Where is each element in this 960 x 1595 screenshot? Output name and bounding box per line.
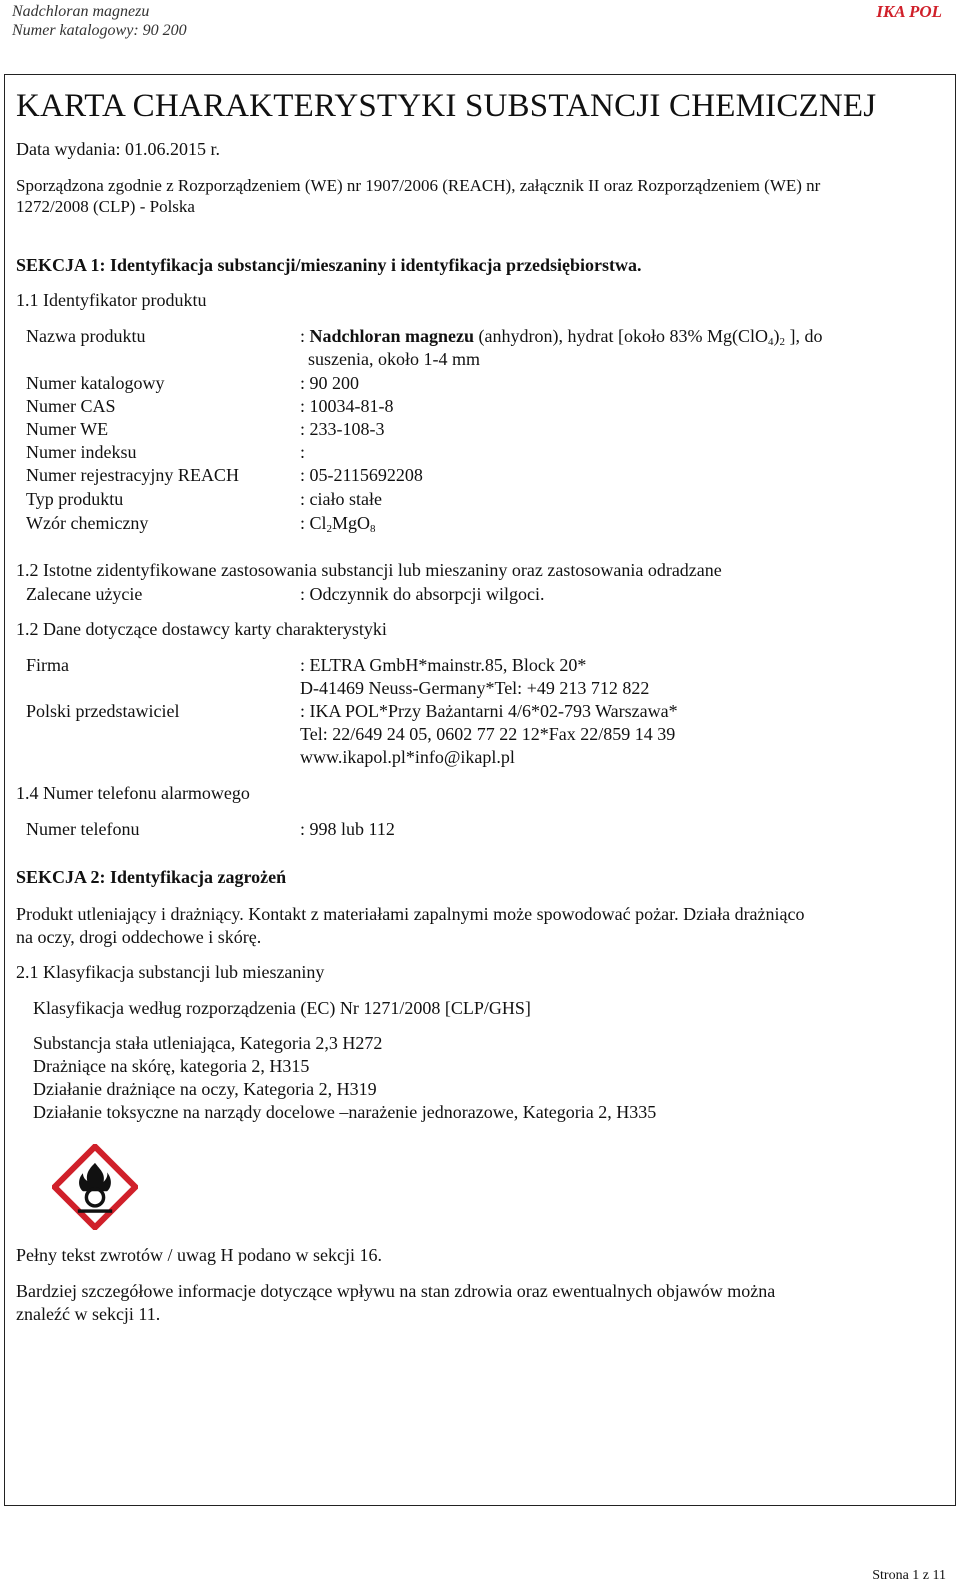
- header-catalog-number: Numer katalogowy: 90 200: [12, 22, 187, 39]
- header-brand: IKA POL: [876, 2, 942, 21]
- subsection-1-1: 1.1 Identyfikator produktu: [16, 290, 207, 310]
- field-label-formula: Wzór chemiczny: [26, 513, 149, 533]
- field-label-we: Numer WE: [26, 419, 109, 439]
- field-value-rep-line3: www.ikapol.pl*info@ikapl.pl: [300, 747, 515, 767]
- field-label-cas: Numer CAS: [26, 396, 116, 416]
- more-info-line2: znaleźć w sekcji 11.: [16, 1304, 161, 1324]
- field-value-product-name: : Nadchloran magnezu (anhydron), hydrat [około 83% $Mg(ClO_4)_2$ ], do: [300, 326, 823, 348]
- subsection-2-1: 2.1 Klasyfikacja substancji lub mieszaniny: [16, 962, 325, 982]
- field-value-product-name-line2: suszenia, około 1-4 mm: [308, 349, 480, 369]
- subsection-1-4: 1.4 Numer telefonu alarmowego: [16, 783, 250, 803]
- product-name-bold: Nadchloran magnezu: [309, 326, 475, 346]
- full-text-note: Pełny tekst zwrotów / uwag H podano w sekcji 16.: [16, 1245, 382, 1265]
- section-2-heading: SEKCJA 2: Identyfikacja zagrożeń: [16, 867, 287, 887]
- field-value-reach: : 05-2115692208: [300, 465, 423, 485]
- field-value-type: : ciało stałe: [300, 489, 382, 509]
- hazard-item: Działanie toksyczne na narządy docelowe –narażenie jednorazowe, Kategoria 2, H335: [33, 1102, 657, 1122]
- classification-regulation: Klasyfikacja według rozporządzenia (EC) Nr 1271/2008 [CLP/GHS]: [33, 998, 531, 1018]
- ghs03-flame-over-circle-icon: [52, 1144, 138, 1230]
- field-label-index: Numer indeksu: [26, 442, 137, 462]
- field-value-index: :: [300, 442, 306, 462]
- field-label-representative: Polski przedstawiciel: [26, 701, 180, 721]
- field-label-type: Typ produktu: [26, 489, 124, 509]
- field-value-use: : Odczynnik do absorpcji wilgoci.: [300, 584, 545, 604]
- field-label-reach: Numer rejestracyjny REACH: [26, 465, 239, 485]
- field-value-cas: : 10034-81-8: [300, 396, 394, 416]
- hazard-item: Działanie drażniące na oczy, Kategoria 2, H319: [33, 1079, 377, 1099]
- field-value-rep-line1: : IKA POL*Przy Bażantarni 4/6*02-793 Warszawa*: [300, 701, 678, 721]
- hazard-item: Substancja stała utleniająca, Kategoria 2,3 H272: [33, 1033, 383, 1053]
- field-label-firm: Firma: [26, 655, 69, 675]
- more-info-line1: Bardziej szczegółowe informacje dotyczące wpływu na stan zdrowia oraz ewentualnych objawów można: [16, 1281, 776, 1301]
- field-value-formula: : $Cl_2MgO_8$: [300, 513, 376, 535]
- section-2-intro-line2: na oczy, drogi oddechowe i skórę.: [16, 927, 262, 947]
- field-value-phone: : 998 lub 112: [300, 819, 395, 839]
- document-title: KARTA CHARAKTERYSTYKI SUBSTANCJI CHEMICZNEJ: [16, 88, 877, 124]
- field-label-phone: Numer telefonu: [26, 819, 140, 839]
- header-product-name: Nadchloran magnezu: [12, 3, 150, 20]
- field-value-firm-line1: : ELTRA GmbH*mainstr.85, Block 20*: [300, 655, 587, 675]
- field-label-catalog: Numer katalogowy: [26, 373, 165, 393]
- prepared-line-2: 1272/2008 (CLP) - Polska: [16, 197, 195, 216]
- field-value-firm-line2: D-41469 Neuss-Germany*Tel: +49 213 712 822: [300, 678, 650, 698]
- page-number: Strona 1 z 11: [872, 1568, 946, 1583]
- subsection-1-3: 1.2 Dane dotyczące dostawcy karty charakterystyki: [16, 619, 387, 639]
- subsection-1-2: 1.2 Istotne zidentyfikowane zastosowania substancji lub mieszaniny oraz zastosowania odradzane: [16, 560, 722, 580]
- field-label-product-name: Nazwa produktu: [26, 326, 146, 346]
- section-1-heading: SEKCJA 1: Identyfikacja substancji/mieszaniny i identyfikacja przedsiębiorstwa.: [16, 255, 642, 275]
- page-header-left: [12, 2, 187, 40]
- field-value-catalog: : 90 200: [300, 373, 360, 393]
- field-value-we: : 233-108-3: [300, 419, 385, 439]
- prepared-line-1: Sporządzona zgodnie z Rozporządzeniem (WE) nr 1907/2006 (REACH), załącznik II oraz Rozporządzeniem (WE) nr: [16, 176, 821, 195]
- field-value-rep-line2: Tel: 22/649 24 05, 0602 77 22 12*Fax 22/859 14 39: [300, 724, 676, 744]
- issue-date: Data wydania: 01.06.2015 r.: [16, 139, 220, 159]
- section-2-intro-line1: Produkt utleniający i drażniący. Kontakt z materiałami zapalnymi może spowodować pożar. Działa drażniąco: [16, 904, 805, 924]
- field-label-use: Zalecane użycie: [26, 584, 143, 604]
- hazard-item: Drażniące na skórę, kategoria 2, H315: [33, 1056, 310, 1076]
